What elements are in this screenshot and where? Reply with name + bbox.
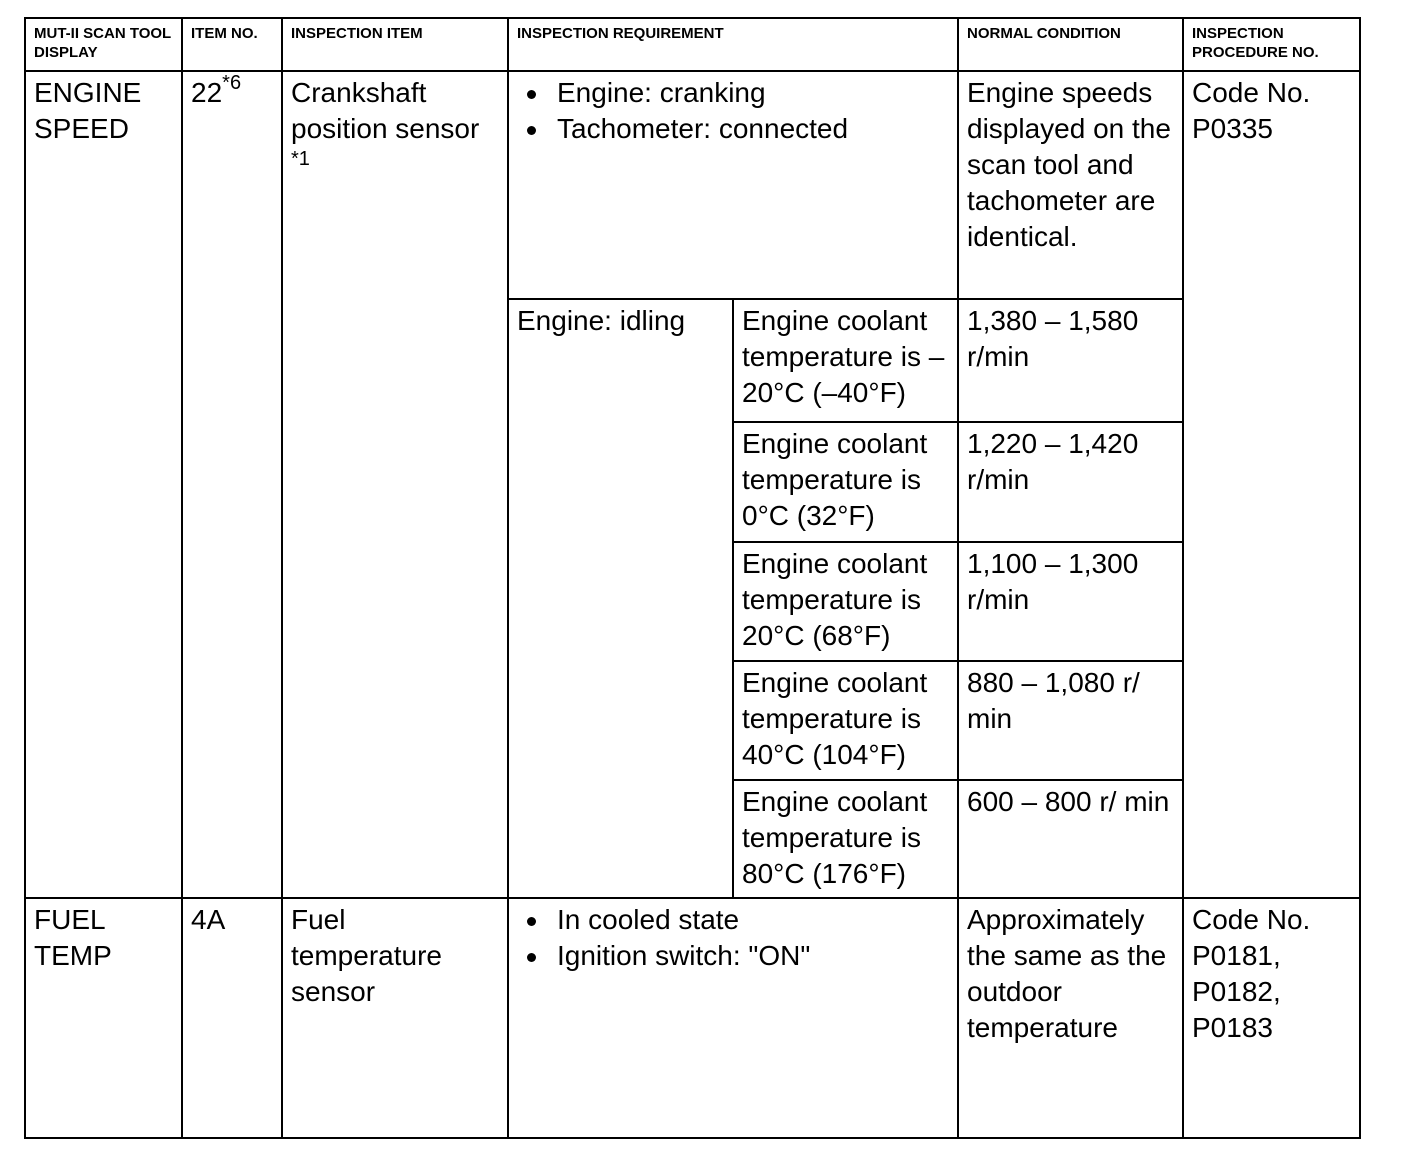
header-normal-condition: NORMAL CONDITION <box>958 18 1183 71</box>
bullet-icon <box>527 953 536 962</box>
fuel-temp-item-no: 4A <box>182 898 282 1138</box>
fuel-temp-normal-condition: Approximately the same as the outdoor temperature <box>958 898 1183 1138</box>
bullet-icon <box>527 126 536 135</box>
header-row <box>25 18 1360 71</box>
cranking-requirement-list <box>517 75 951 147</box>
list-item <box>517 111 951 147</box>
header-display: MUT-II SCAN TOOL DISPLAY <box>25 18 182 71</box>
engine-speed-procedure-no: Code No. P0335 <box>1183 71 1360 898</box>
inspection-item-footnote: *1 <box>291 148 310 170</box>
idle-normal-condition: 880 – 1,080 r/ min <box>958 661 1183 780</box>
coolant-temperature-cell: Engine coolant temperature is 20°C (68°F) <box>733 542 958 661</box>
list-item-text: Tachometer: connected <box>557 113 849 144</box>
header-inspection-requirement: INSPECTION REQUIREMENT <box>508 18 958 71</box>
idle-normal-condition: 1,100 – 1,300 r/min <box>958 542 1183 661</box>
coolant-temperature-cell: Engine coolant temperature is 40°C (104°F) <box>733 661 958 780</box>
coolant-temperature-cell: Engine coolant temperature is –20°C (–40°F) <box>733 299 958 422</box>
idle-normal-condition: 1,380 – 1,580 r/min <box>958 299 1183 422</box>
cranking-normal-condition: Engine speeds displayed on the scan tool and tachometer are identical. <box>958 71 1183 299</box>
engine-speed-row-cranking <box>25 71 1360 299</box>
header-procedure-no: INSPECTION PROCEDURE NO. <box>1183 18 1360 71</box>
idle-normal-condition: 1,220 – 1,420 r/min <box>958 422 1183 542</box>
item-no-value: 22 <box>191 77 223 108</box>
engine-speed-display: ENGINE SPEED <box>25 71 182 898</box>
inspection-table <box>24 17 1361 1139</box>
fuel-temp-requirement-list <box>517 902 951 974</box>
fuel-temp-procedure-no: Code No. P0181, P0182, P0183 <box>1183 898 1360 1138</box>
list-item <box>517 938 951 974</box>
coolant-temperature-cell: Engine coolant temperature is 0°C (32°F) <box>733 422 958 542</box>
fuel-temp-row <box>25 898 1360 1138</box>
coolant-temperature-cell: Engine coolant temperature is 80°C (176°F) <box>733 780 958 898</box>
list-item <box>517 75 951 111</box>
idle-normal-condition: 600 – 800 r/ min <box>958 780 1183 898</box>
list-item <box>517 902 951 938</box>
cranking-requirements <box>508 71 958 299</box>
fuel-temp-requirements <box>508 898 958 1138</box>
list-item-text: In cooled state <box>557 904 740 935</box>
list-item-text: Engine: cranking <box>557 77 766 108</box>
header-item-no: ITEM NO. <box>182 18 282 71</box>
bullet-icon <box>527 917 536 926</box>
idle-condition-label: Engine: idling <box>508 299 733 898</box>
engine-speed-item-no <box>182 71 282 898</box>
inspection-item-text: Crankshaft position sensor <box>291 77 480 144</box>
fuel-temp-inspection-item: Fuel temperature sensor <box>282 898 508 1138</box>
engine-speed-inspection-item <box>282 71 508 898</box>
bullet-icon <box>527 90 536 99</box>
header-inspection-item: INSPECTION ITEM <box>282 18 508 71</box>
item-no-footnote: *6 <box>222 71 242 94</box>
fuel-temp-display: FUEL TEMP <box>25 898 182 1138</box>
list-item-text: Ignition switch: "ON" <box>557 940 811 971</box>
